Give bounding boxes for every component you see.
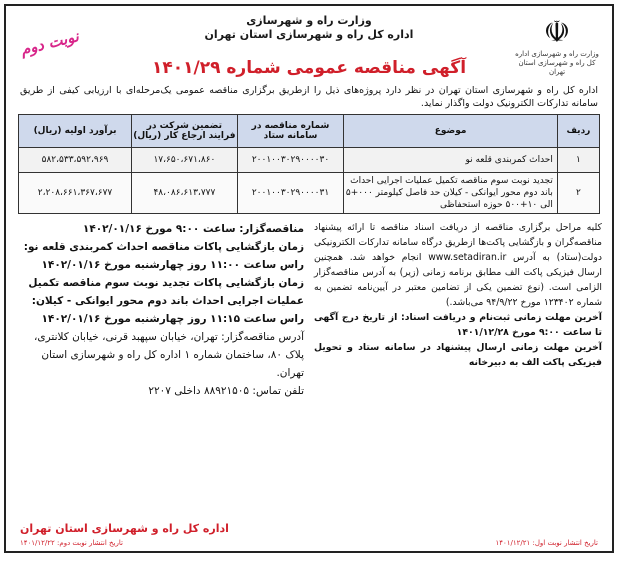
submission-deadline-time: مناقصه‌گزار: ساعت ۹:۰۰ مورخ ۱۴۰۲/۰۱/۱۶ bbox=[82, 223, 304, 235]
table-row bbox=[19, 148, 600, 173]
ministry-line: وزارت راه و شهرسازی bbox=[246, 14, 372, 27]
cell-guarantee: ۱۷،۶۵۰،۶۷۱،۸۶۰ bbox=[132, 148, 238, 173]
signature: اداره کل راه و شهرسازی استان تهران bbox=[20, 522, 229, 535]
registration-deadline: آخرین مهلت زمانی ثبت‌نام و دریافت اسناد: از تاریخ درج آگهی تا ساعت ۹:۰۰ مورخ ۱۴۰۱/۱۲/۲۸ bbox=[314, 312, 602, 338]
col-header-tender-number: شماره مناقصه در سامانه ستاد bbox=[237, 115, 344, 148]
ministry-name bbox=[6, 14, 612, 42]
second-publication-date: تاریخ انتشار نوبت دوم: ۱۴۰۱/۱۲/۲۲ bbox=[20, 539, 123, 547]
col-header-estimate: برآورد اولیه (ریال) bbox=[19, 115, 132, 148]
projects-table bbox=[18, 114, 600, 214]
intro-paragraph: اداره کل راه و شهرسازی استان تهران در نظر دارد پروژه‌های ذیل را ازطریق برگزاری مناقصه عمومی یک‌مرحله‌ای با ارزیابی کیفی از طریق سامانه تدارکات الکترونیک دولت واگذار نماید. bbox=[20, 85, 598, 109]
cell-estimate: ۲،۲۰۸،۶۶۱،۳۶۷،۶۷۷ bbox=[19, 173, 132, 214]
cell-tender-number: ۲۰۰۱۰۰۳۰۲۹۰۰۰۰۳۰ bbox=[237, 148, 344, 173]
cell-guarantee: ۴۸،۰۸۶،۶۱۳،۷۷۷ bbox=[132, 173, 238, 214]
cell-subject: تجدید نوبت سوم مناقصه تکمیل عملیات اجرایی احداث باند دوم محور ایوانکی - کیلان حد فاصل کیلومتر ۰۰۰+۵ الی ۱۰+۵۰۰ حوزه استحفاظی bbox=[344, 173, 558, 214]
table-row bbox=[19, 173, 600, 214]
col-header-guarantee: تضمین شرکت در فرایند ارجاع کار (ریال) bbox=[132, 115, 238, 148]
emblem-caption: وزارت راه و شهرسازی اداره کل راه و شهرسازی استان تهران bbox=[515, 50, 599, 76]
col-header-row-number: ردیف bbox=[557, 115, 599, 148]
cell-subject: احداث کمربندی قلعه نو bbox=[344, 148, 558, 173]
department-line: اداره کل راه و شهرسازی استان تهران bbox=[204, 28, 414, 41]
publication-dates bbox=[6, 539, 612, 547]
notice-body bbox=[6, 220, 612, 400]
opening-time-second-lane: زمان بازگشایی پاکات تجدید نوبت سوم مناقصه تکمیل عملیات اجرایی احداث باند دوم محور ایوانکی - کیلان: راس ساعت ۱۱:۱۵ روز چهارشنبه مورخ ۱۴۰۲/۰۱/۱۶ bbox=[28, 277, 304, 325]
col-header-subject: موضوع bbox=[344, 115, 558, 148]
tenderer-address: آدرس مناقصه‌گزار: تهران، خیابان سپهبد قرنی، خیابان کلانتری، پلاک ۸۰، ساختمان شماره ۱ اداره کل راه و شهرسازی استان تهران. bbox=[34, 331, 304, 379]
contact-phone: تلفن تماس: ۸۸۹۲۱۵۰۵ داخلی ۲۲۰۷ bbox=[148, 385, 304, 397]
cell-estimate: ۵۸۲،۵۳۳،۵۹۲،۹۶۹ bbox=[19, 148, 132, 173]
body-left-column bbox=[16, 220, 304, 400]
cell-row-number: ۲ bbox=[557, 173, 599, 214]
table-header-row bbox=[19, 115, 600, 148]
cell-row-number: ۱ bbox=[557, 148, 599, 173]
tender-notice bbox=[4, 4, 614, 553]
cell-tender-number: ۲۰۰۱۰۰۳۰۲۹۰۰۰۰۳۱ bbox=[237, 173, 344, 214]
iran-emblem-icon: ☫ bbox=[543, 15, 571, 50]
notice-header bbox=[6, 6, 612, 84]
opening-time-ring-road: زمان بازگشایی پاکات مناقصه احداث کمربندی قلعه نو: راس ساعت ۱۱:۰۰ روز چهارشنبه مورخ ۱۴۰۲/۰۱/۱۶ bbox=[23, 241, 304, 271]
second-round-label: نوبت دوم bbox=[18, 27, 81, 59]
body-right-column bbox=[314, 220, 602, 400]
notice-title: آگهی مناقصه عمومی شماره ۱۴۰۱/۲۹ bbox=[151, 58, 467, 78]
first-publication-date: تاریخ انتشار نوبت اول: ۱۴۰۱/۱۲/۲۱ bbox=[495, 539, 598, 547]
procedure-paragraph: کلیه مراحل برگزاری مناقصه از دریافت اسناد مناقصه تا ارائه پیشنهاد مناقصه‌گران و بازگشایی پاکت‌ها ازطریق درگاه سامانه تدارکات الکترونیکی دولت(ستاد) به آدرس www.setadiran.ir انجام خواهد شد. همچنین ارسال فیزیکی پاکت الف مطابق برنامه زمانی (زیر) به آدرس مناقصه‌گزار الزامی است. (نوع تضمین یکی از تضامین معتبر در آیین‌نامه تضمین به شماره ۱۲۳۴۰۲ مورخ ۹۴/۹/۲۲ می‌باشد.) bbox=[314, 222, 602, 308]
submission-deadline: آخرین مهلت زمانی ارسال پیشنهاد در سامانه ستاد و تحویل فیزیکی پاکت الف به دبیرخانه bbox=[314, 342, 602, 368]
